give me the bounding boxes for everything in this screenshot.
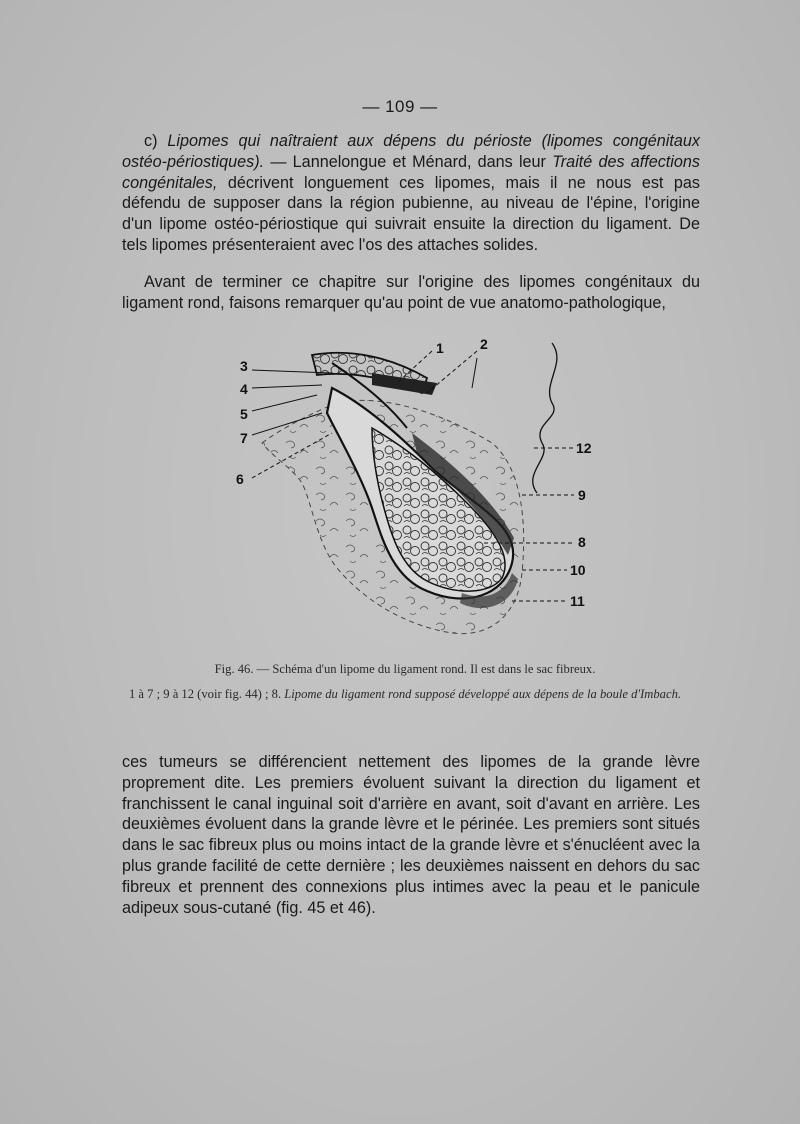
paragraph-periosteal-lipomas: [122, 131, 700, 256]
label-1: 1: [436, 340, 444, 356]
caption-legend-italic: Lipome du ligament rond supposé développé aux dépens de la boule d'Imbach.: [284, 687, 682, 701]
figure-caption-title: Fig. 46. — Schéma d'un lipome du ligament rond. Il est dans le sac fibreux.: [214, 662, 596, 676]
label-6: 6: [236, 471, 244, 487]
label-8: 8: [578, 534, 586, 550]
label-12: 12: [576, 440, 592, 456]
label-4: 4: [240, 381, 248, 397]
lipoma-diagram: [222, 333, 612, 643]
paragraph-conclusion-intro: [122, 272, 700, 314]
label-7: 7: [240, 430, 248, 446]
para-text: décrivent longuement ces lipomes, mais il ne nous est pas défendu de supposer dans la région pubienne, au niveau de l'épine, l'origine d'un lipome ostéo-périostique qui suivrait ensuite la direction du ligament. De tels lipomes présenteraient avec l'os des attaches solides.: [122, 173, 700, 254]
list-marker: c): [144, 132, 168, 150]
skin-line: [533, 343, 557, 493]
figure-caption-legend: [110, 686, 700, 703]
caption-legend-prefix: 1 à 7 ; 9 à 12 (voir fig. 44) ; 8.: [128, 687, 285, 701]
section-title: Lipomes qui naîtraient aux dépens du périoste (lipomes congénitaux ostéo-périostiques).: [122, 132, 701, 171]
label-5: 5: [240, 406, 248, 422]
paragraph-differentiation: ces tumeurs se différencient nettement des lipomes de la grande lèvre proprement dite. Les premiers évoluent suivant la direction du ligament et franchissent le canal inguinal soit d'arrière en avant, soit d'avant en arrière. Les deuxièmes évoluent dans la grande lèvre et le périnée. Les premiers sont situés dans le sac fibreux plus ou moins intact de la grande lèvre et s'énucléent avec la plus grande facilité de cette dernière ; les deuxièmes naissent en dehors du sac fibreux et prennent des connexions plus intimes avec la peau et le panicule adipeux sous-cutané (fig. 45 et 46).: [122, 753, 700, 917]
para-text: — Lannelongue et Ménard, dans leur: [264, 152, 553, 171]
label-2: 2: [480, 336, 488, 352]
book-title: Traité des affections congénitales,: [122, 152, 700, 192]
label-9: 9: [578, 487, 586, 503]
label-10: 10: [570, 562, 586, 578]
para-text: Avant de terminer ce chapitre sur l'origine des lipomes congénitaux du ligament rond, faisons remarquer qu'au point de vue anatomo-pathologique,: [122, 273, 700, 312]
label-11: 11: [570, 593, 585, 609]
page-number: — 109 —: [362, 97, 438, 116]
label-3: 3: [240, 358, 248, 374]
